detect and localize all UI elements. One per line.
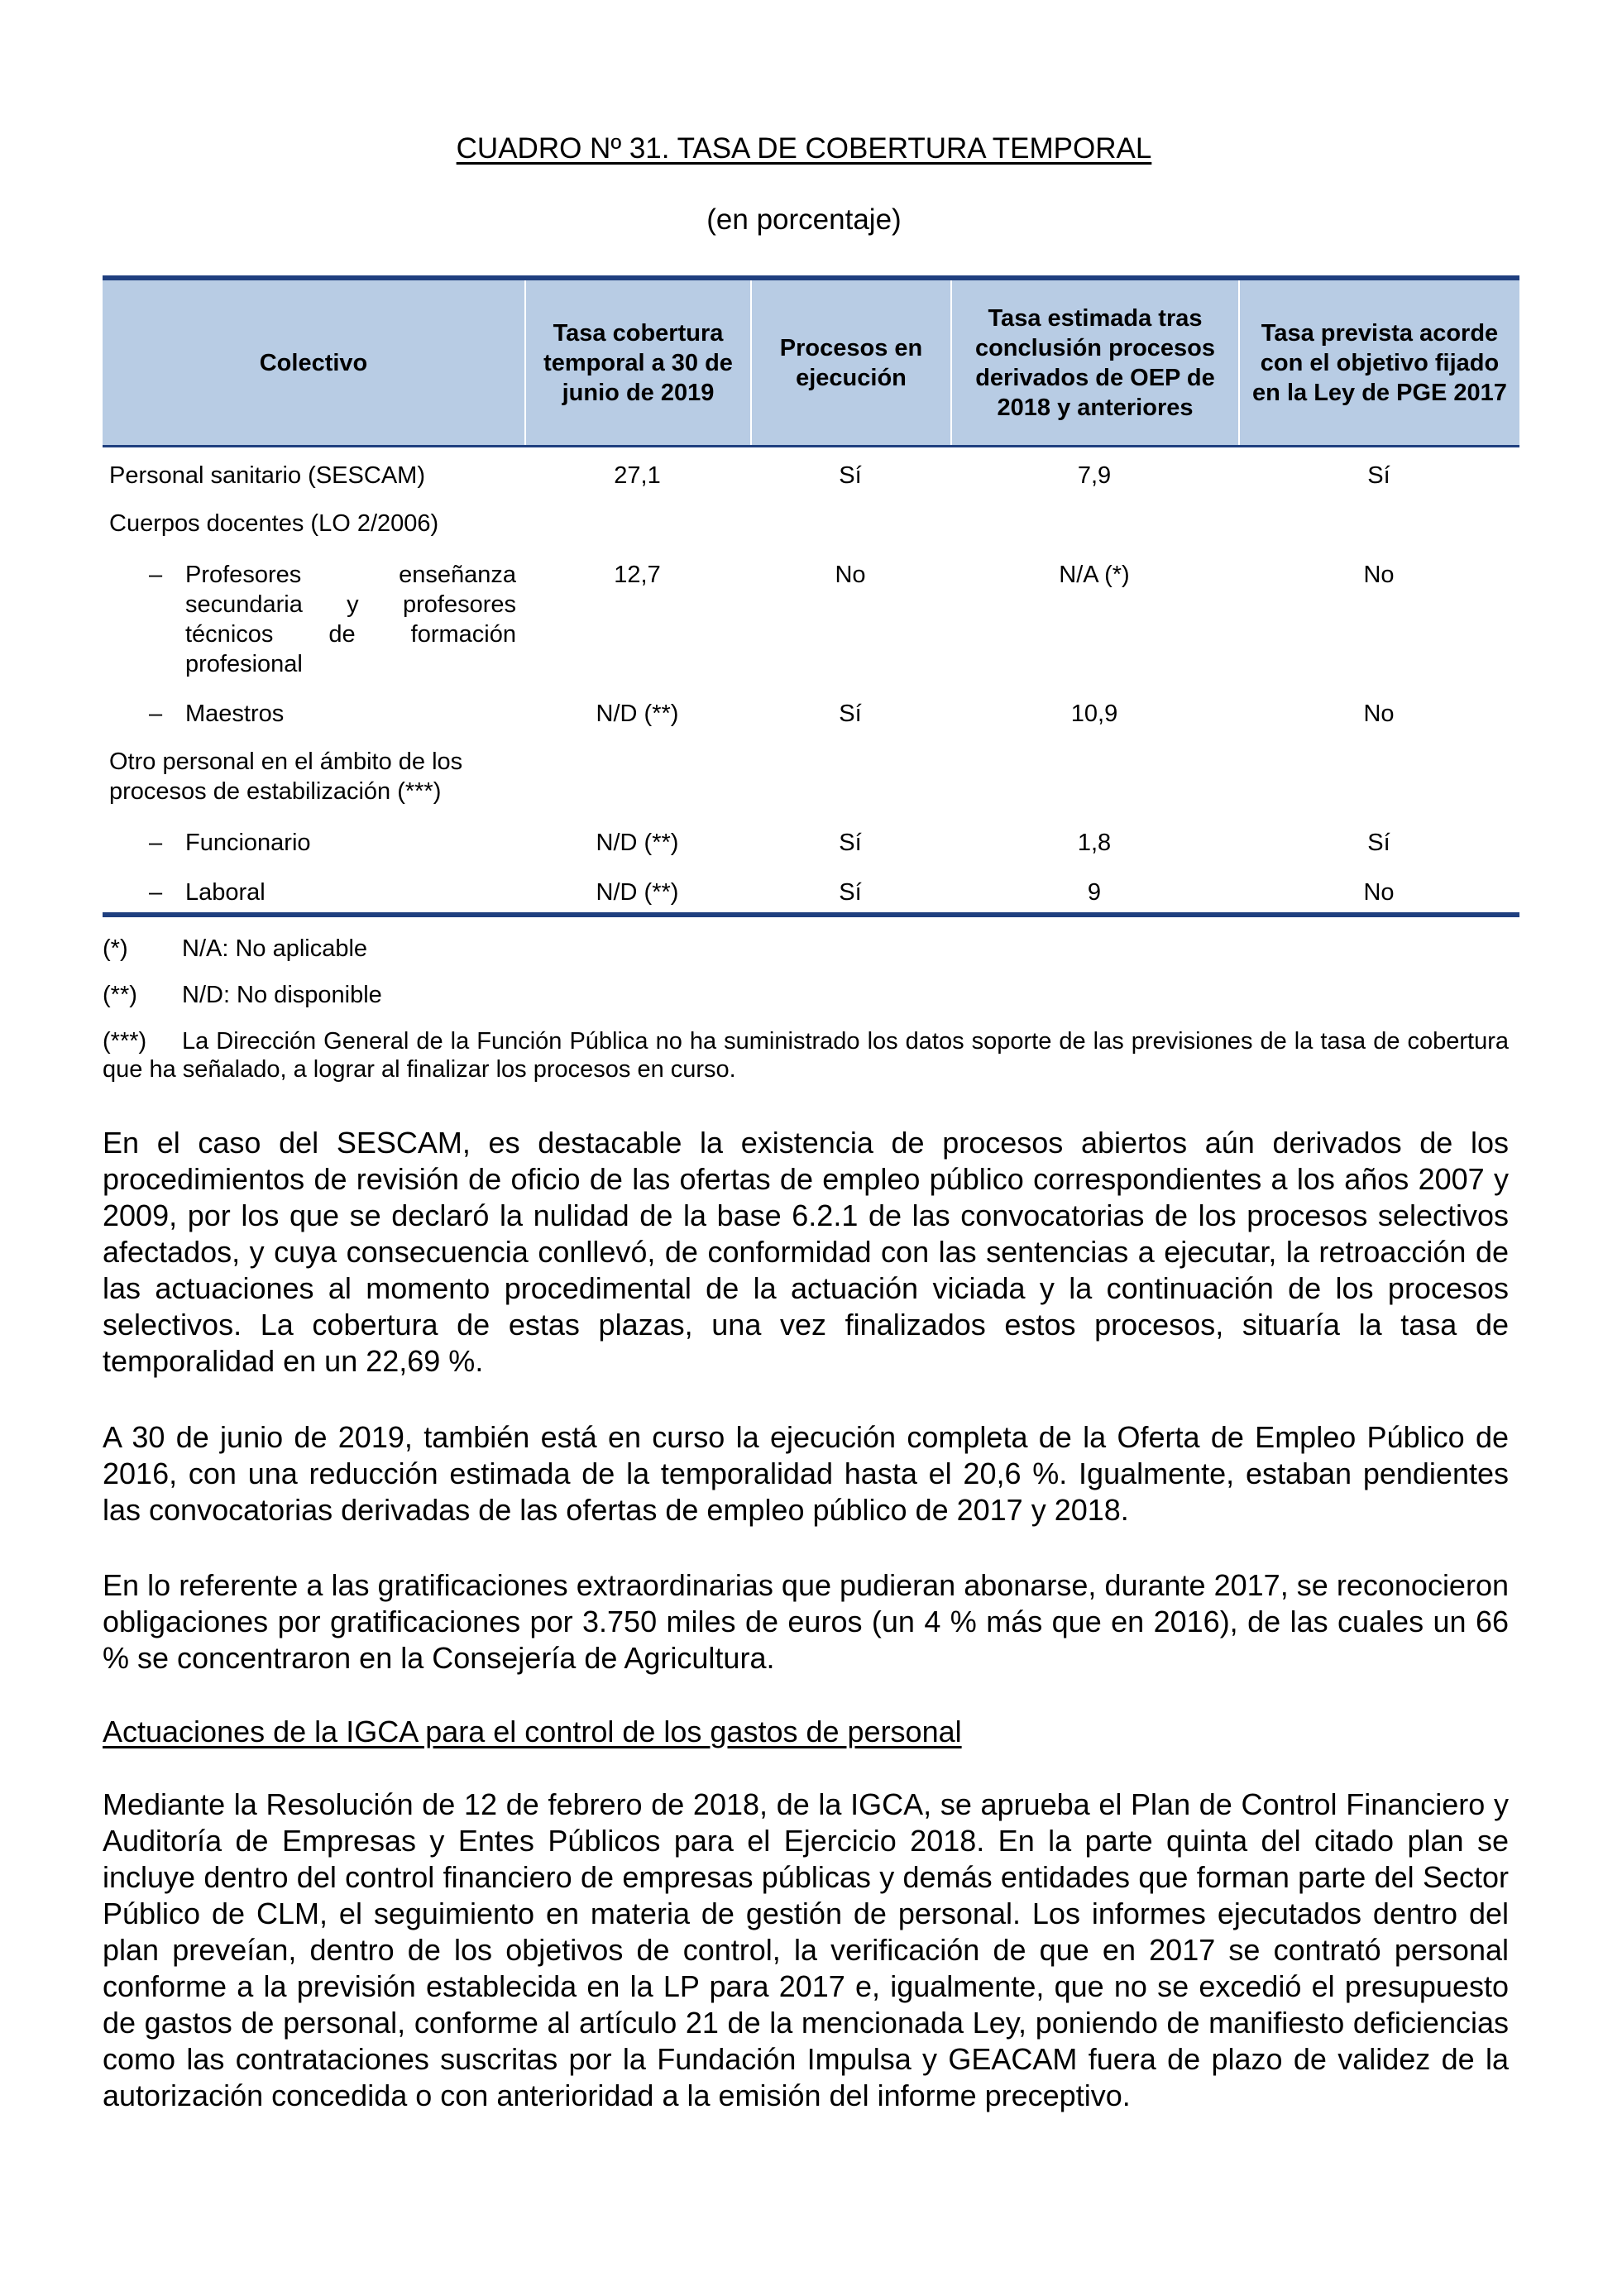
header-tasa-prevista: Tasa prevista acorde con el objetivo fijado en la Ley de PGE 2017: [1238, 280, 1519, 445]
table-footnotes: [103, 935, 1509, 1102]
cell-tasa: 12,7: [614, 562, 661, 588]
cell-procesos: Sí: [839, 701, 862, 727]
cell-tasa: N/D (**): [596, 879, 679, 906]
dash-bullet: –: [149, 879, 163, 906]
cell-prevista: No: [1363, 701, 1395, 727]
cell-procesos: No: [835, 562, 866, 588]
row-label: Maestros: [185, 701, 285, 727]
cell-prevista: Sí: [1367, 462, 1390, 489]
cell-estimada: 9: [1087, 879, 1102, 906]
cell-estimada: 10,9: [1070, 701, 1118, 727]
row-label-group: [103, 828, 524, 858]
cell-tasa: 27,1: [614, 462, 661, 489]
footnote-text: La Dirección General de la Función Pública no ha suministrado los datos soporte de las previsiones de la tasa de cobertura que ha señalado, a lograr al finalizar los procesos en curso.: [103, 1028, 1509, 1083]
cell-tasa: N/D (**): [596, 830, 679, 856]
paragraph-gratificaciones: En lo referente a las gratificaciones extraordinarias que pudieran abonarse, durante 2017, se reconocieron obligaciones por gratificaciones por 3.750 miles de euros (un 4 % más que en 2016), de las cuales un 66 % se concentraron en la Consejería de Agricultura.: [103, 1568, 1509, 1675]
cell-prevista: Sí: [1367, 830, 1390, 856]
section-heading: Actuaciones de la IGCA para el control de los gastos de personal: [103, 1715, 962, 1748]
table-row: [103, 560, 1519, 679]
header-tasa-cobertura: Tasa cobertura temporal a 30 de junio de 2019: [524, 280, 750, 445]
row-label-group: [103, 699, 524, 729]
coverage-table: [103, 275, 1519, 917]
row-label: Funcionario: [185, 830, 311, 856]
table-row: [103, 878, 1519, 907]
cell-estimada: 1,8: [1077, 830, 1112, 856]
cell-procesos: Sí: [839, 462, 862, 489]
footnote-text: N/D: No disponible: [182, 982, 382, 1008]
row-label: Profesores enseñanza secundaria y profesores técnicos de formación profesional: [185, 562, 516, 677]
header-procesos: Procesos en ejecución: [750, 280, 950, 445]
row-label-group: [103, 878, 524, 907]
dash-bullet: –: [149, 830, 163, 856]
row-label-group: [103, 560, 524, 679]
row-label: Laboral: [185, 879, 266, 906]
paragraph-igca: Mediante la Resolución de 12 de febrero de 2018, de la IGCA, se aprueba el Plan de Control Financiero y Auditoría de Empresas y Entes Públicos para el Ejercicio 2018. En la parte quinta del citado plan se incluye dentro del control financiero de empresas públicas y demás entidades que forman parte del Sector Público de CLM, el seguimiento en materia de gestión de personal. Los informes ejecutados dentro del plan preveían, dentro de los objetivos de control, la verificación de que en 2017 se contrató personal conforme a la previsión establecida en la LP para 2017 e, igualmente, que no se excedió el presupuesto de gastos de personal, conforme al artículo 21 de la mencionada Ley, poniendo de manifiesto deficiencias como las contrataciones suscritas por la Fundación Impulsa y GEACAM fuera de plazo de validez de la autorización concedida o con anterioridad a la emisión del informe preceptivo.: [103, 1787, 1509, 2112]
table-header: [103, 275, 1519, 447]
header-tasa-estimada: Tasa estimada tras conclusión procesos derivados de OEP de 2018 y anteriores: [950, 280, 1238, 445]
table-subtitle: (en porcentaje): [706, 203, 902, 236]
footnote: [103, 1027, 1509, 1083]
footnote-mark: (***): [103, 1028, 147, 1055]
cell-estimada: 7,9: [1077, 462, 1112, 489]
cell-prevista: No: [1363, 562, 1395, 588]
table-row: [103, 828, 1519, 858]
footnote-mark: (*): [103, 935, 128, 962]
cell-procesos: Sí: [839, 879, 862, 906]
footnote: [103, 981, 1509, 1009]
dash-bullet: –: [149, 562, 163, 588]
cell-tasa: N/D (**): [596, 701, 679, 727]
table-row: [103, 747, 1519, 806]
cell-estimada: N/A (*): [1059, 562, 1130, 588]
footnote-mark: (**): [103, 982, 137, 1008]
cell-prevista: No: [1363, 879, 1395, 906]
row-label: Otro personal en el ámbito de los procesos de estabilización (***): [109, 749, 463, 805]
table-row: [103, 699, 1519, 729]
table-body: [103, 461, 1519, 917]
table-row: [103, 509, 1519, 538]
table-row: [103, 461, 1519, 490]
paragraph-sescam: En el caso del SESCAM, es destacable la existencia de procesos abiertos aún derivados de los procedimientos de revisión de oficio de las ofertas de empleo público correspondientes a los años 2007 y 2009, por los que se declaró la nulidad de la base 6.2.1 de las convocatorias de los procesos selectivos afectados, y cuya consecuencia conllevó, de conformidad con las sentencias a ejecutar, la retroacción de las actuaciones al momento procedimental de la actuación viciada y la continuación de los procesos selectivos. La cobertura de estas plazas, una vez finalizados estos procesos, situaría la tasa de temporalidad en un 22,69 %.: [103, 1126, 1509, 1378]
footnote: [103, 935, 1509, 963]
row-label: Cuerpos docentes (LO 2/2006): [109, 510, 439, 537]
cell-procesos: Sí: [839, 830, 862, 856]
footnote-text: N/A: No aplicable: [182, 935, 368, 962]
row-label: Personal sanitario (SESCAM): [109, 462, 425, 489]
dash-bullet: –: [149, 701, 163, 727]
table-title: CUADRO Nº 31. TASA DE COBERTURA TEMPORAL: [456, 132, 1152, 165]
paragraph-oferta-2016: A 30 de junio de 2019, también está en curso la ejecución completa de la Oferta de Empleo Público de 2016, con una reducción estimada de la temporalidad hasta el 20,6 %. Igualmente, estaban pendientes las convocatorias derivadas de las ofertas de empleo público de 2017 y 2018.: [103, 1420, 1509, 1527]
header-colectivo: Colectivo: [259, 349, 368, 376]
